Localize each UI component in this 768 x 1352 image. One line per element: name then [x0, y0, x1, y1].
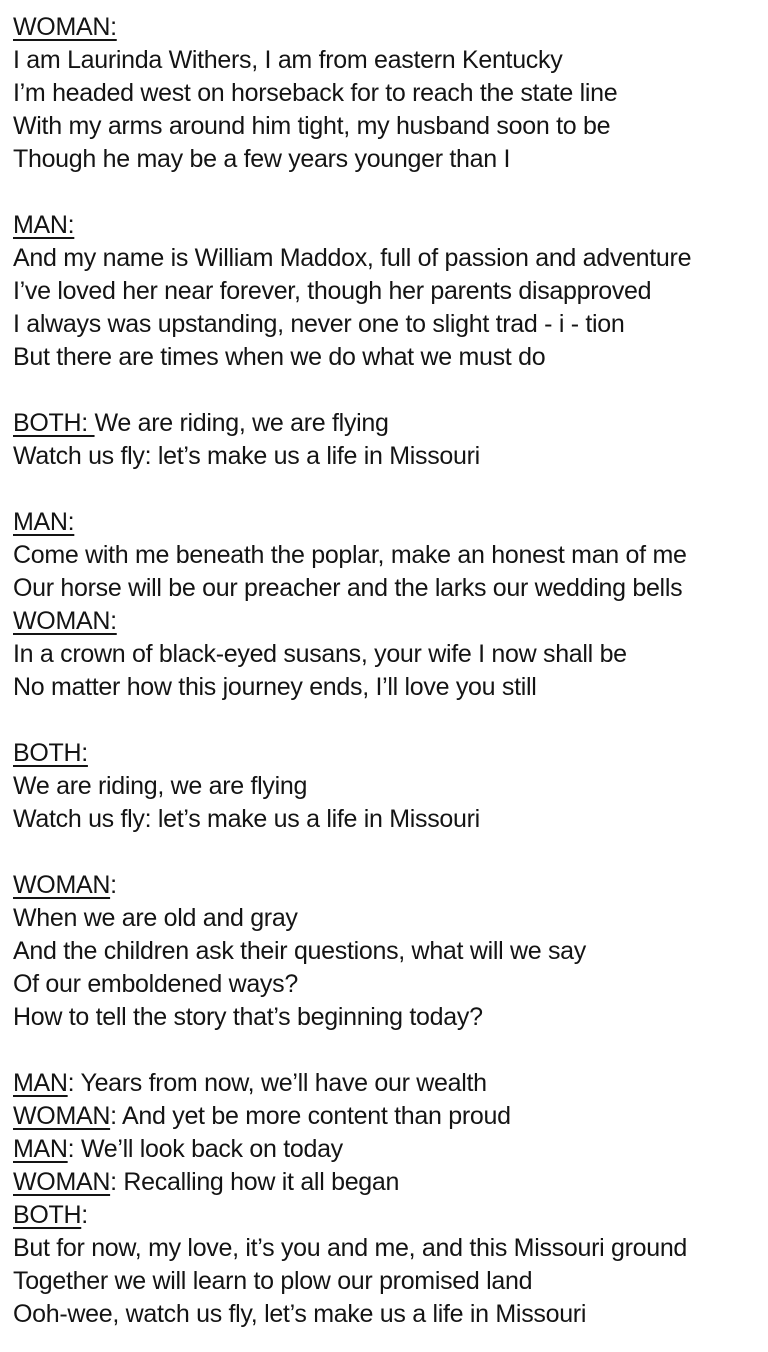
lyric-line — [13, 1265, 762, 1298]
speaker-label: WOMAN — [13, 1168, 111, 1196]
lyric-line — [13, 110, 762, 143]
lyric-line — [13, 1166, 762, 1199]
lyric-line — [13, 671, 762, 704]
lyric-text: : Recalling how it all began — [110, 1168, 400, 1196]
lyric-text: But there are times when we do what we must do — [13, 343, 546, 371]
lyric-line — [13, 275, 762, 308]
lyric-text: Ooh-wee, watch us fly, let’s make us a life in Missouri — [13, 1300, 587, 1328]
lyric-block — [13, 737, 762, 836]
lyric-block — [13, 869, 762, 1034]
speaker-label: MAN — [13, 1135, 68, 1163]
lyric-text: I am Laurinda Withers, I am from eastern Kentucky — [13, 46, 563, 74]
lyric-text: Though he may be a few years younger than I — [13, 145, 511, 173]
lyric-line — [13, 902, 762, 935]
lyric-text: How to tell the story that’s beginning today? — [13, 1003, 483, 1031]
lyric-line — [13, 638, 762, 671]
lyric-block — [13, 1067, 762, 1331]
lyric-text: And my name is William Maddox, full of passion and adventure — [13, 244, 692, 272]
speaker-label: MAN — [13, 1069, 68, 1097]
lyric-line — [13, 1067, 762, 1100]
lyric-text: We are riding, we are flying — [13, 772, 308, 800]
lyric-block — [13, 506, 762, 704]
lyrics-blocks — [13, 11, 762, 1331]
lyric-line — [13, 440, 762, 473]
lyric-line — [13, 44, 762, 77]
speaker-label: WOMAN — [13, 1102, 111, 1130]
lyric-line — [13, 11, 762, 44]
speaker-label: WOMAN: — [13, 607, 117, 635]
lyric-line — [13, 1001, 762, 1034]
lyric-line — [13, 869, 762, 902]
speaker-label: BOTH — [13, 1201, 82, 1229]
lyric-line — [13, 1133, 762, 1166]
lyric-text: I’m headed west on horseback for to reach the state line — [13, 79, 618, 107]
lyric-line — [13, 308, 762, 341]
lyric-block — [13, 11, 762, 176]
lyric-text: Our horse will be our preacher and the larks our wedding bells — [13, 574, 683, 602]
lyric-text: And the children ask their questions, what will we say — [13, 937, 586, 965]
lyric-text: Watch us fly: let’s make us a life in Missouri — [13, 442, 480, 470]
lyric-line — [13, 1298, 762, 1331]
lyric-text: But for now, my love, it’s you and me, and this Missouri ground — [13, 1234, 688, 1262]
speaker-label: BOTH: — [13, 739, 88, 767]
lyric-line — [13, 1100, 762, 1133]
lyric-text: Together we will learn to plow our promised land — [13, 1267, 533, 1295]
lyric-line — [13, 1232, 762, 1265]
lyric-line — [13, 1199, 762, 1232]
lyric-line — [13, 209, 762, 242]
lyric-text: : And yet be more content than proud — [110, 1102, 511, 1130]
lyric-line — [13, 539, 762, 572]
lyric-text: : Years from now, we’ll have our wealth — [67, 1069, 487, 1097]
lyric-line — [13, 935, 762, 968]
lyric-text: : We’ll look back on today — [67, 1135, 343, 1163]
lyric-text: When we are old and gray — [13, 904, 298, 932]
lyric-line — [13, 341, 762, 374]
lyric-text: Watch us fly: let’s make us a life in Missouri — [13, 805, 480, 833]
lyric-text: : — [81, 1201, 88, 1229]
lyric-text: I always was upstanding, never one to slight trad - i - tion — [13, 310, 625, 338]
lyric-block — [13, 407, 762, 473]
speaker-label: WOMAN: — [13, 13, 117, 41]
lyric-text: I’ve loved her near forever, though her parents disapproved — [13, 277, 652, 305]
lyric-line — [13, 968, 762, 1001]
lyric-text: Come with me beneath the poplar, make an honest man of me — [13, 541, 687, 569]
lyric-line — [13, 242, 762, 275]
lyric-line — [13, 572, 762, 605]
lyric-line — [13, 605, 762, 638]
lyric-line — [13, 77, 762, 110]
lyric-text: In a crown of black-eyed susans, your wife I now shall be — [13, 640, 627, 668]
speaker-label: WOMAN — [13, 871, 111, 899]
lyric-line — [13, 143, 762, 176]
speaker-label: MAN: — [13, 211, 75, 239]
lyric-line — [13, 506, 762, 539]
speaker-label: MAN: — [13, 508, 75, 536]
lyric-text: No matter how this journey ends, I’ll love you still — [13, 673, 537, 701]
lyric-text: We are riding, we are flying — [94, 409, 389, 437]
lyric-text: : — [110, 871, 117, 899]
lyric-block — [13, 209, 762, 374]
lyric-text: Of our emboldened ways? — [13, 970, 298, 998]
lyric-line — [13, 407, 762, 440]
lyric-line — [13, 737, 762, 770]
lyric-text: With my arms around him tight, my husband soon to be — [13, 112, 611, 140]
lyric-line — [13, 770, 762, 803]
lyric-line — [13, 803, 762, 836]
speaker-label: BOTH: — [13, 409, 95, 437]
